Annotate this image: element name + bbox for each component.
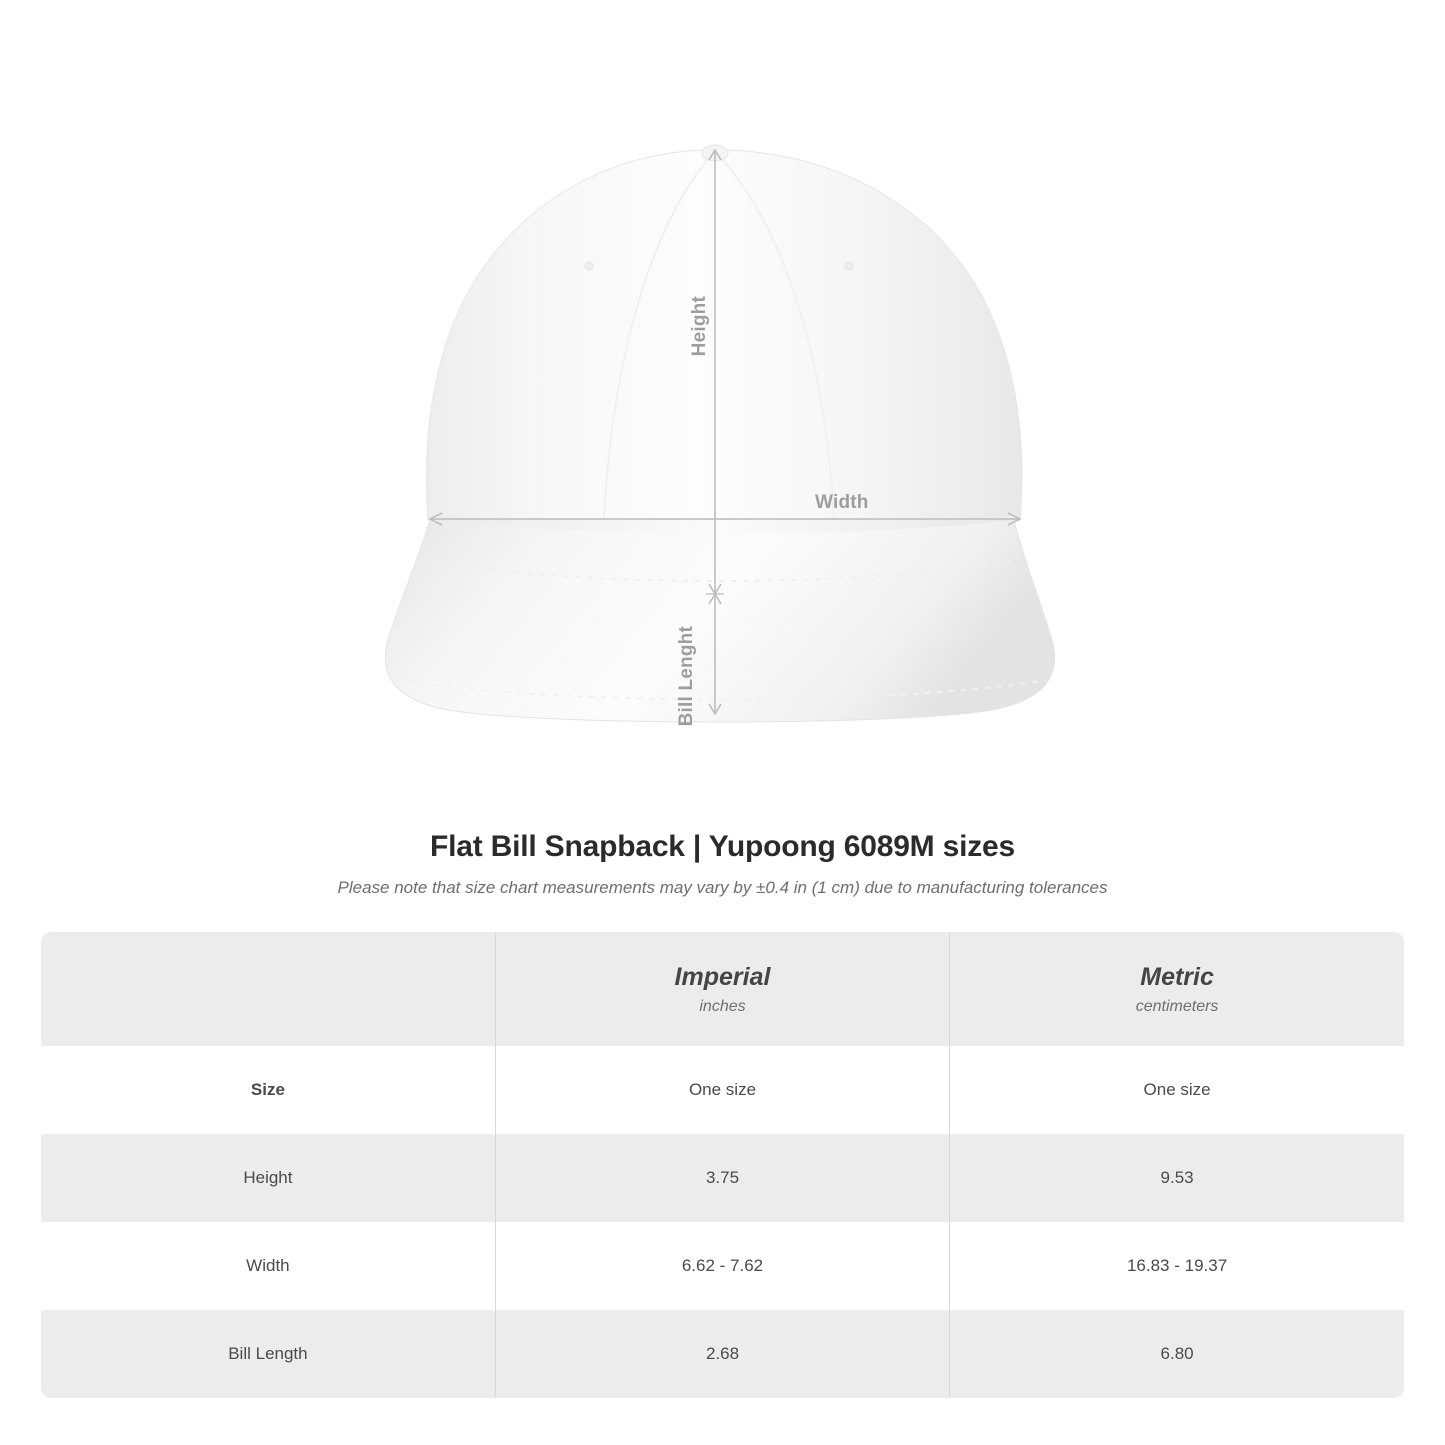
cell-width-imperial: 6.62 - 7.62 (495, 1222, 949, 1310)
header-imperial-name: Imperial (674, 962, 771, 991)
cell-bill-length-metric: 6.80 (950, 1310, 1404, 1398)
header-metric (950, 932, 1404, 1046)
table-header-row (41, 932, 1404, 1046)
table-row (41, 1134, 1404, 1222)
cell-size-imperial: One size (495, 1046, 949, 1134)
bill-length-line-2: Lenght (676, 626, 697, 691)
header-metric-name: Metric (1140, 962, 1214, 991)
row-label-size: Size (41, 1046, 495, 1134)
bill-length-dimension-label (676, 626, 698, 726)
cap-crown (426, 145, 1022, 530)
table-row (41, 1310, 1404, 1398)
cap-bill (385, 520, 1054, 722)
size-chart-table-wrapper (41, 932, 1404, 1398)
header-blank-cell (41, 932, 495, 1046)
height-dimension-label: Height (689, 296, 710, 357)
header-imperial-unit: inches (699, 997, 746, 1015)
row-label-bill-length: Bill Length (41, 1310, 495, 1398)
row-label-width: Width (41, 1222, 495, 1310)
table-row (41, 1046, 1404, 1134)
title-block (0, 830, 1445, 898)
cell-height-metric: 9.53 (950, 1134, 1404, 1222)
header-imperial (495, 932, 949, 1046)
page-title: Flat Bill Snapback | Yupoong 6089M sizes (429, 830, 1015, 863)
cell-height-imperial: 3.75 (495, 1134, 949, 1222)
page-subtitle: Please note that size chart measurements may vary by ±0.4 in (1 cm) due to manufacturing tolerances (337, 878, 1108, 897)
size-chart-table (41, 932, 1404, 1398)
row-label-height: Height (41, 1134, 495, 1222)
header-metric-unit: centimeters (1135, 997, 1219, 1015)
cell-bill-length-imperial: 2.68 (495, 1310, 949, 1398)
cell-width-metric: 16.83 - 19.37 (950, 1222, 1404, 1310)
bill-length-line-1: Bill (676, 696, 697, 727)
table-row (41, 1222, 1404, 1310)
width-dimension-label: Width (815, 492, 869, 513)
cell-size-metric: One size (950, 1046, 1404, 1134)
